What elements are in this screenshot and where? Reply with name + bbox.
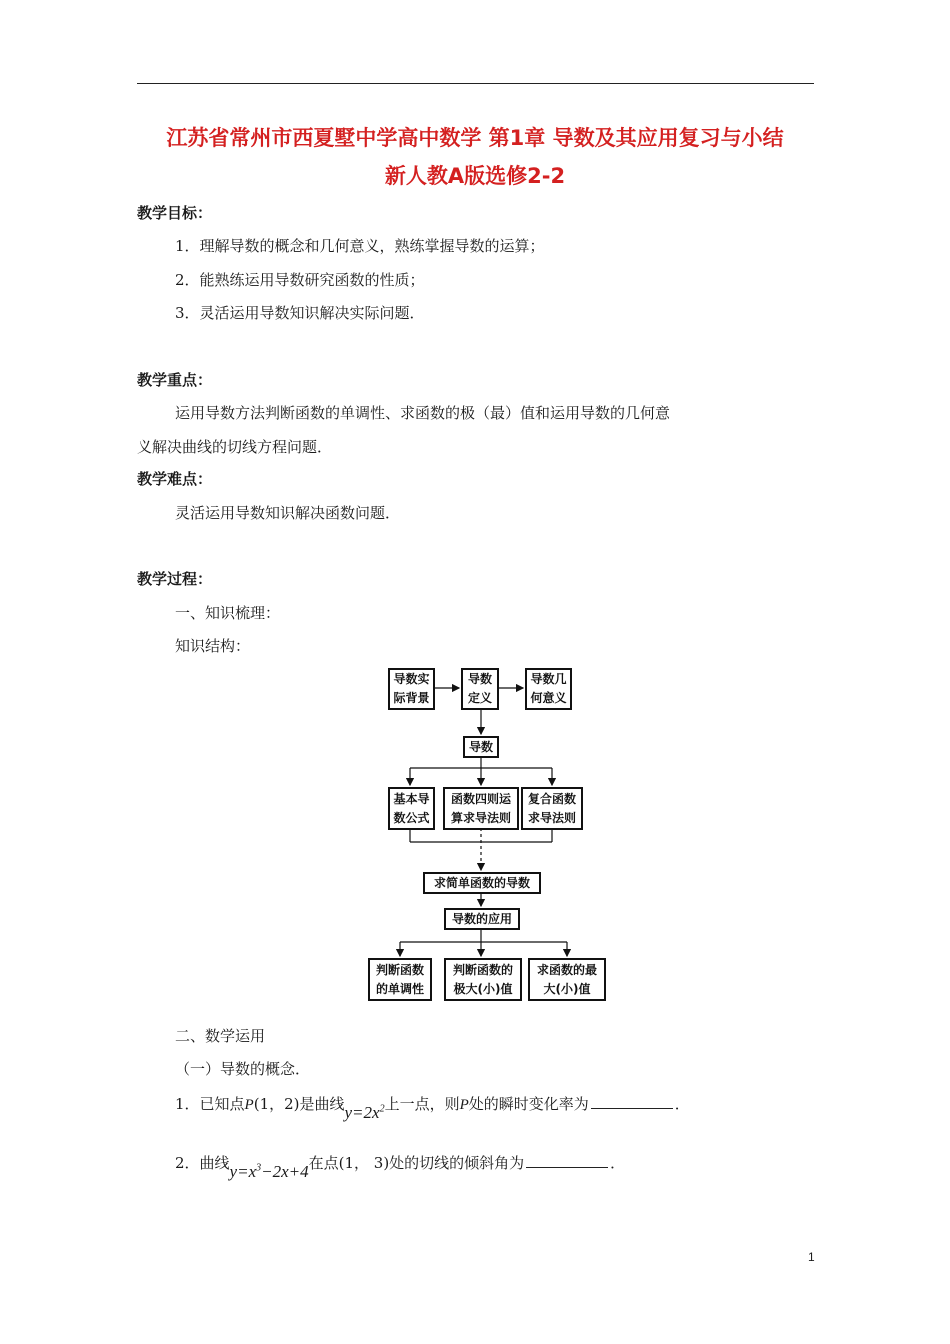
objectives-heading: 教学目标： (137, 204, 213, 222)
box-basic-formulas: 基本导 数公式 (388, 787, 435, 830)
document-title-line1: 江苏省常州市西夏墅中学高中数学 第1章 导数及其应用复习与小结 (166, 126, 784, 150)
process-heading: 教学过程： (137, 570, 213, 588)
box-simple-derivatives: 求简单函数的导数 (423, 872, 541, 894)
key-points-line1: 运用导数方法判断函数的单调性、求函数的极（最）值和运用导数的几何意 (175, 404, 671, 422)
box-arithmetic-rules: 函数四则运 算求导法则 (443, 787, 519, 830)
section1-heading: 一、知识梳理： (175, 604, 281, 622)
question-2: 2．曲线$y=x^3-2x+4$在点(1， 3)处的切线的倾斜角为 ． (175, 1154, 626, 1181)
objective-item: 2．能熟练运用导数研究函数的性质； (175, 271, 425, 289)
box-monotonicity: 判断函数 的单调性 (368, 958, 432, 1001)
section2-heading: 二、数学运用 (175, 1027, 266, 1045)
answer-blank-1 (591, 1094, 673, 1109)
key-points-line2: 义解决曲线的切线方程问题． (137, 438, 333, 456)
box-derivative-definition: 导数 定义 (461, 668, 499, 710)
knowledge-structure-diagram (360, 660, 610, 1005)
page-number: 1 (808, 1250, 815, 1264)
box-derivative-background: 导数实 际背景 (388, 668, 435, 710)
objective-item: 1．理解导数的概念和几何意义，熟练掌握导数的运算； (175, 237, 545, 255)
difficulty-heading: 教学难点： (137, 470, 213, 488)
flowchart-connectors (360, 660, 610, 1005)
document-title-line2: 新人教A版选修2-2 (384, 164, 566, 188)
box-derivative: 导数 (463, 736, 499, 758)
box-composite-rule: 复合函数 求导法则 (521, 787, 583, 830)
answer-blank-2 (526, 1153, 608, 1168)
objective-item: 3．灵活运用导数知识解决实际问题． (175, 304, 425, 322)
difficulty-text: 灵活运用导数知识解决函数问题． (175, 504, 401, 522)
structure-label: 知识结构： (175, 637, 251, 655)
box-max-min: 求函数的最 大(小)值 (528, 958, 606, 1001)
box-local-extrema: 判断函数的 极大(小)值 (444, 958, 522, 1001)
header-rule (137, 83, 814, 84)
box-derivative-applications: 导数的应用 (444, 908, 520, 930)
key-points-heading: 教学重点： (137, 371, 213, 389)
question-1: 1．已知点P(1，2)是曲线$y=2x^2$上一点，则P处的瞬时变化率为 ． (175, 1095, 690, 1122)
subsection-concept: （一）导数的概念． (175, 1060, 311, 1078)
box-geometric-meaning: 导数几 何意义 (525, 668, 572, 710)
